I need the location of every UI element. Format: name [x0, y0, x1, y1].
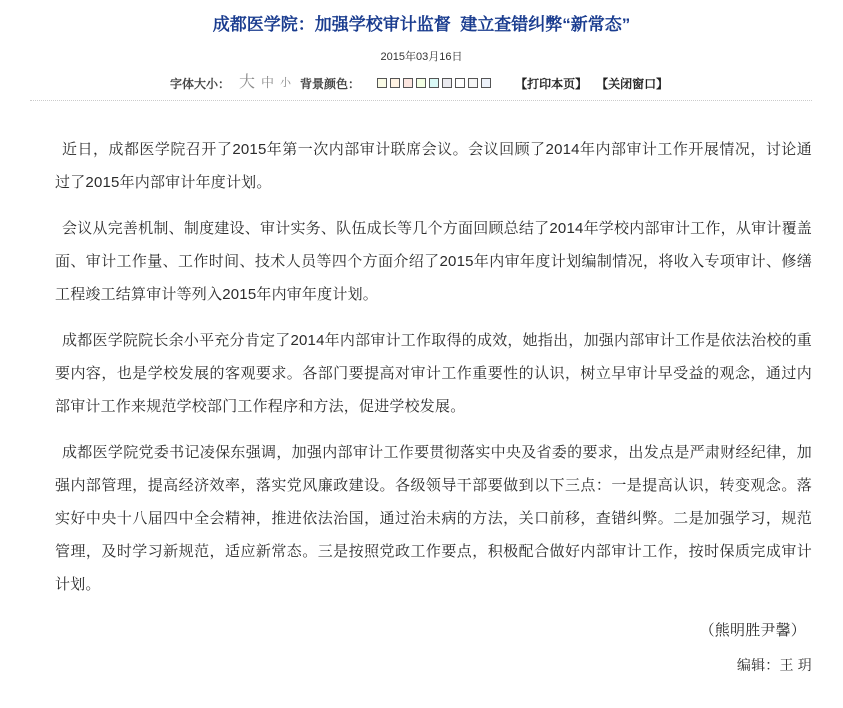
editor-credit: 编辑：王 玥	[736, 657, 812, 673]
bg-color-swatch[interactable]	[429, 78, 439, 88]
article-paragraph: 会议从完善机制、制度建设、审计实务、队伍成长等几个方面回顾总结了2014年学校内部审计工作，从审计覆盖面、审计工作量、工作时间、技术人员等四个方面介绍了2015年内审年度计划编制情况，将收入专项审计、修缮工程竣工结算审计等列入2015年内审年度计划。	[55, 220, 812, 303]
font-size-large-link[interactable]: 大	[239, 74, 256, 91]
bg-color-swatch[interactable]	[416, 78, 426, 88]
bg-color-swatch[interactable]	[377, 78, 387, 88]
font-size-medium-link[interactable]: 中	[261, 75, 275, 90]
bg-color-swatch[interactable]	[455, 78, 465, 88]
print-page-link[interactable]: 【打印本页】	[515, 76, 588, 91]
font-size-small-link[interactable]: 小	[280, 77, 292, 89]
header-divider	[30, 100, 812, 101]
article-paragraph: 成都医学院院长余小平充分肯定了2014年内部审计工作取得的成效，她指出，加强内部审计工作是依法治校的重要内容，也是学校发展的客观要求。各部门要提高对审计工作重要性的认识，树立早审计早受益的观念，通过内部审计工作来规范学校部门工作程序和方法，促进学校发展。	[55, 332, 812, 415]
bg-color-swatch[interactable]	[403, 78, 413, 88]
article-paragraph: 近日，成都医学院召开了2015年第一次内部审计联席会议。会议回顾了2014年内部审计工作开展情况，讨论通过了2015年内部审计年度计划。	[55, 141, 812, 191]
article-title: 成都医学院：加强学校审计监督 建立查错纠弊“新常态”	[212, 15, 631, 34]
close-window-link[interactable]: 【关闭窗口】	[596, 76, 669, 91]
bg-color-swatch[interactable]	[442, 78, 452, 88]
bg-color-swatch[interactable]	[390, 78, 400, 88]
bg-color-label: 背景颜色：	[300, 76, 361, 91]
publish-date: 2015年03月16日	[380, 51, 463, 63]
article-paragraph: 成都医学院党委书记凌保东强调，加强内部审计工作要贯彻落实中央及省委的要求，出发点是严肃财经纪律，加强内部管理，提高经济效率，落实党风廉政建设。各级领导干部要做到以下三点：一是提高认识，转变观念。落实好中央十八届四中全会精神，推进依法治国，通过治未病的方法，关口前移，查错纠弊。二是加强学习，规范管理，及时学习新规范，适应新常态。三是按照党政工作要点，积极配合做好内部审计工作，按时保质完成审计计划。	[55, 444, 812, 593]
font-size-label: 字体大小：	[170, 76, 231, 91]
author-credit: （熊明胜尹馨）	[699, 622, 806, 639]
article-toolbar	[170, 74, 668, 92]
bg-color-swatch[interactable]	[481, 78, 491, 88]
bg-color-swatches	[377, 78, 494, 88]
article-body	[55, 133, 812, 682]
bg-color-swatch[interactable]	[468, 78, 478, 88]
